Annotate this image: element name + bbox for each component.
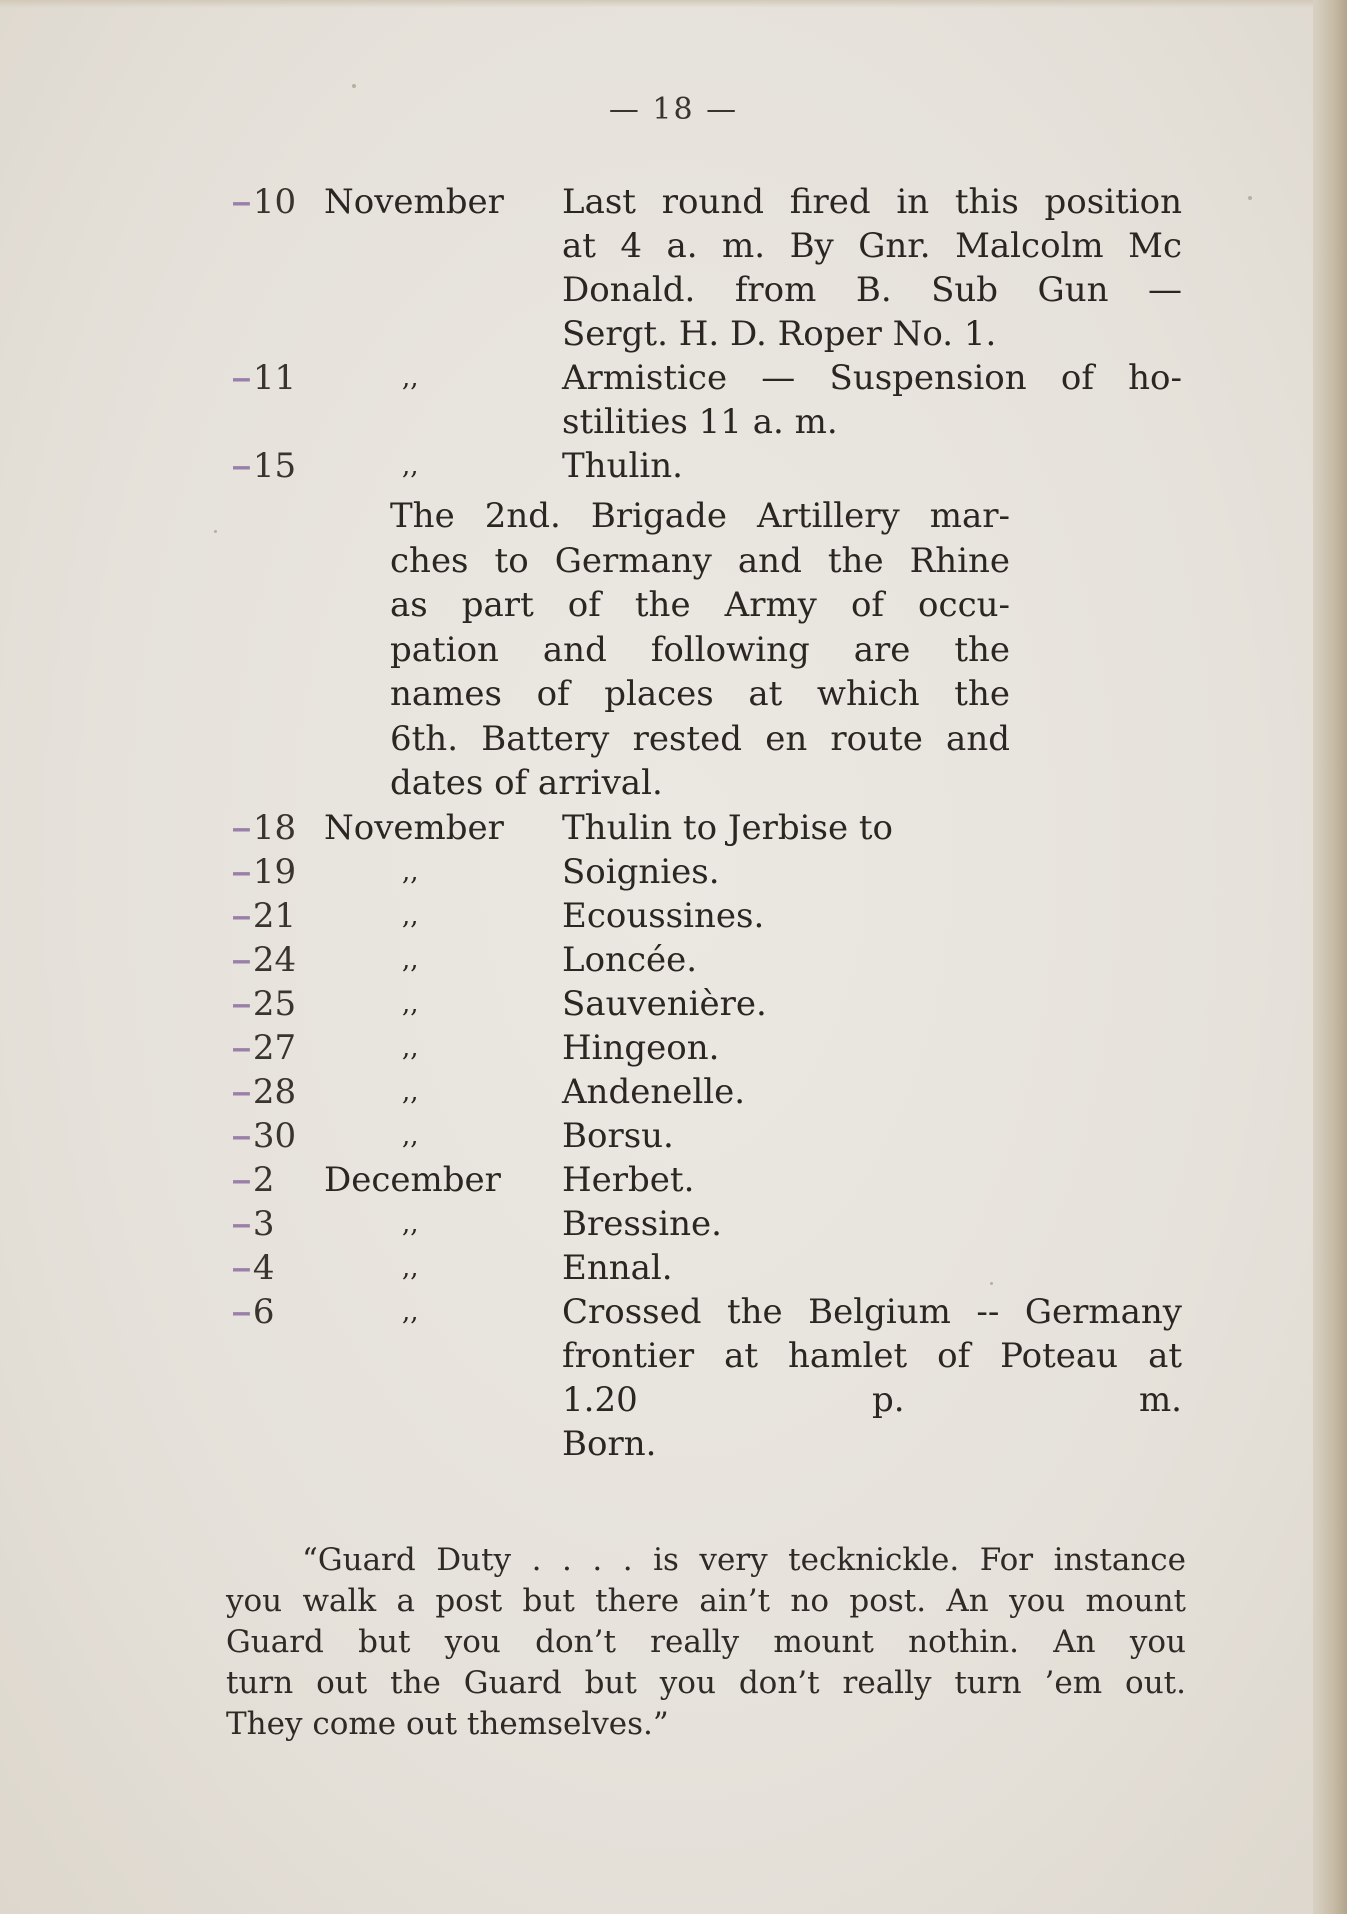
guard-duty-quote — [226, 1540, 1186, 1745]
entry-day-number: 11 — [252, 358, 297, 398]
day-tick-mark: – — [232, 1073, 251, 1111]
entry-month-ditto: ,, — [402, 1121, 419, 1151]
day-tick-mark: – — [232, 897, 251, 935]
entry-text-line: Loncée. — [562, 940, 698, 980]
date-entry-row — [232, 850, 1192, 894]
entry-text — [562, 938, 1192, 982]
paper-speck — [352, 84, 356, 88]
entry-day — [232, 444, 324, 488]
entry-text — [562, 1246, 1192, 1290]
entry-text-line: Hingeon. — [562, 1028, 720, 1068]
paper-speck — [214, 530, 217, 533]
brigade-paragraph — [390, 494, 1010, 806]
entry-text-line: 1.20 p. m. — [562, 1380, 1182, 1420]
entry-day-number: 2 — [252, 1160, 275, 1200]
entry-day-number: 6 — [252, 1292, 275, 1332]
day-tick-mark: – — [232, 809, 251, 847]
paragraph-line: names of places at which the — [390, 674, 1010, 714]
day-tick-mark: – — [232, 1117, 251, 1155]
quote-line: turn out the Guard but you don’t really turn ’em out. — [226, 1665, 1186, 1701]
entry-month-ditto: ,, — [402, 945, 419, 975]
entry-day-number: 4 — [252, 1248, 275, 1288]
entry-text-line: Sergt. H. D. Roper No. 1. — [562, 314, 997, 354]
quote-line: you walk a post but there ain’t no post. An you mount — [226, 1583, 1186, 1619]
top-entries — [232, 180, 1192, 488]
entry-day — [232, 1070, 324, 1114]
paragraph-line: ches to Germany and the Rhine — [390, 540, 1010, 581]
entry-day — [232, 1158, 324, 1202]
entry-text — [562, 1026, 1192, 1070]
entry-day — [232, 180, 324, 224]
entry-month: November — [324, 808, 504, 848]
entry-day-number: 28 — [252, 1072, 297, 1112]
entry-day — [232, 1246, 324, 1290]
route-entries — [232, 806, 1192, 1466]
entry-day — [232, 356, 324, 400]
entry-month-ditto: ,, — [402, 901, 419, 931]
paper-speck — [1248, 196, 1252, 200]
entry-text — [562, 806, 1192, 850]
day-tick-mark: – — [232, 1161, 251, 1199]
entry-month-ditto: ,, — [402, 1253, 419, 1283]
entry-day — [232, 1202, 324, 1246]
entry-text-line: Ecoussines. — [562, 896, 765, 936]
entry-text — [562, 1158, 1192, 1202]
entry-text-line: Last round fired in this position — [562, 182, 1182, 222]
entry-day — [232, 1026, 324, 1070]
day-tick-mark: – — [232, 1205, 251, 1243]
entry-text-line: Bressine. — [562, 1204, 722, 1244]
entry-month-ditto: ,, — [402, 1297, 419, 1327]
day-tick-mark: – — [232, 853, 251, 891]
entry-month-ditto: ,, — [402, 451, 419, 481]
date-entry-row — [232, 1070, 1192, 1114]
entry-day-number: 18 — [252, 808, 297, 848]
entry-text-line: Thulin. — [562, 446, 683, 486]
entry-text-line: stilities 11 a. m. — [562, 402, 838, 442]
date-entry-row — [232, 1026, 1192, 1070]
paragraph-line: The 2nd. Brigade Artillery mar- — [390, 496, 1010, 536]
date-entry-row — [232, 938, 1192, 982]
entry-day-number: 30 — [252, 1116, 297, 1156]
quote-line: “Guard Duty . . . . is very tecknickle. For instance — [302, 1542, 1186, 1578]
entry-day-number: 21 — [252, 896, 297, 936]
date-entry-row — [232, 894, 1192, 938]
entry-month-ditto: ,, — [402, 1209, 419, 1239]
entry-day-number: 25 — [252, 984, 297, 1024]
quote-line: Guard but you don’t really mount nothin. An you — [226, 1624, 1186, 1660]
entry-month-ditto: ,, — [402, 1033, 419, 1063]
entry-text — [562, 356, 1192, 444]
entry-month: November — [324, 182, 504, 222]
entry-text-line: Andenelle. — [562, 1072, 746, 1112]
entry-text-line: at 4 a. m. By Gnr. Malcolm Mc — [562, 226, 1182, 266]
day-tick-mark: – — [232, 1029, 251, 1067]
date-entry-row — [232, 1246, 1192, 1290]
paragraph-line: dates of arrival. — [390, 763, 663, 803]
entry-text — [562, 894, 1192, 938]
date-entry-row — [232, 982, 1192, 1026]
date-entry-row — [232, 1114, 1192, 1158]
paragraph-line: as part of the Army of occu- — [390, 585, 1010, 625]
day-tick-mark: – — [232, 447, 251, 485]
paragraph-line: pation and following are the — [390, 629, 1010, 670]
date-entry-row — [232, 1290, 1192, 1466]
entry-day-number: 27 — [252, 1028, 297, 1068]
entry-day-number: 10 — [252, 182, 297, 222]
entry-month-ditto: ,, — [402, 363, 419, 393]
entry-text-line: Ennal. — [562, 1248, 673, 1288]
page-binding-edge — [1313, 0, 1347, 1914]
entry-text — [562, 1290, 1192, 1466]
page-number: — 18 — — [608, 92, 739, 127]
entry-text-line: Donald. from B. Sub Gun — — [562, 270, 1182, 310]
entry-text-line: Herbet. — [562, 1160, 695, 1200]
day-tick-mark: – — [232, 941, 251, 979]
date-entry-row — [232, 1202, 1192, 1246]
entry-day-number: 19 — [252, 852, 297, 892]
entry-text-line: Armistice — Suspension of ho- — [562, 358, 1182, 398]
entry-month: December — [324, 1160, 501, 1200]
entry-day — [232, 1290, 324, 1334]
page-top-edge — [0, 0, 1347, 8]
day-tick-mark: – — [232, 1293, 251, 1331]
entry-text-line: Sauvenière. — [562, 984, 767, 1024]
entry-day — [232, 982, 324, 1026]
entry-text — [562, 982, 1192, 1026]
entry-text-line: Borsu. — [562, 1116, 674, 1156]
date-entry-row — [232, 444, 1192, 488]
date-entry-row — [232, 1158, 1192, 1202]
day-tick-mark: – — [232, 359, 251, 397]
entry-text — [562, 180, 1192, 356]
quote-line: They come out themselves.” — [226, 1706, 669, 1742]
paper-speck — [990, 1282, 993, 1285]
entry-text-line: Thulin to Jerbise to — [562, 808, 894, 848]
entry-text — [562, 444, 1192, 488]
entry-month-ditto: ,, — [402, 857, 419, 887]
entry-day — [232, 1114, 324, 1158]
entry-day-number: 3 — [252, 1204, 275, 1244]
entry-day — [232, 850, 324, 894]
date-entry-row — [232, 356, 1192, 444]
entry-text — [562, 850, 1192, 894]
entry-day — [232, 894, 324, 938]
entry-month-ditto: ,, — [402, 1077, 419, 1107]
entry-text-line: Crossed the Belgium -- Germany — [562, 1292, 1182, 1332]
entry-text-line: Born. — [562, 1424, 657, 1464]
entry-day — [232, 806, 324, 850]
entry-text — [562, 1070, 1192, 1114]
date-entry-row — [232, 806, 1192, 850]
day-tick-mark: – — [232, 183, 251, 221]
entry-day-number: 24 — [252, 940, 297, 980]
entry-text — [562, 1202, 1192, 1246]
entry-day — [232, 938, 324, 982]
entry-day-number: 15 — [252, 446, 297, 486]
date-entry-row — [232, 180, 1192, 356]
day-tick-mark: – — [232, 1249, 251, 1287]
entry-text-line: Soignies. — [562, 852, 720, 892]
entry-month-ditto: ,, — [402, 989, 419, 1019]
entry-text — [562, 1114, 1192, 1158]
paragraph-line: 6th. Battery rested en route and — [390, 718, 1010, 759]
entry-text-line: frontier at hamlet of Poteau at — [562, 1336, 1182, 1376]
day-tick-mark: – — [232, 985, 251, 1023]
